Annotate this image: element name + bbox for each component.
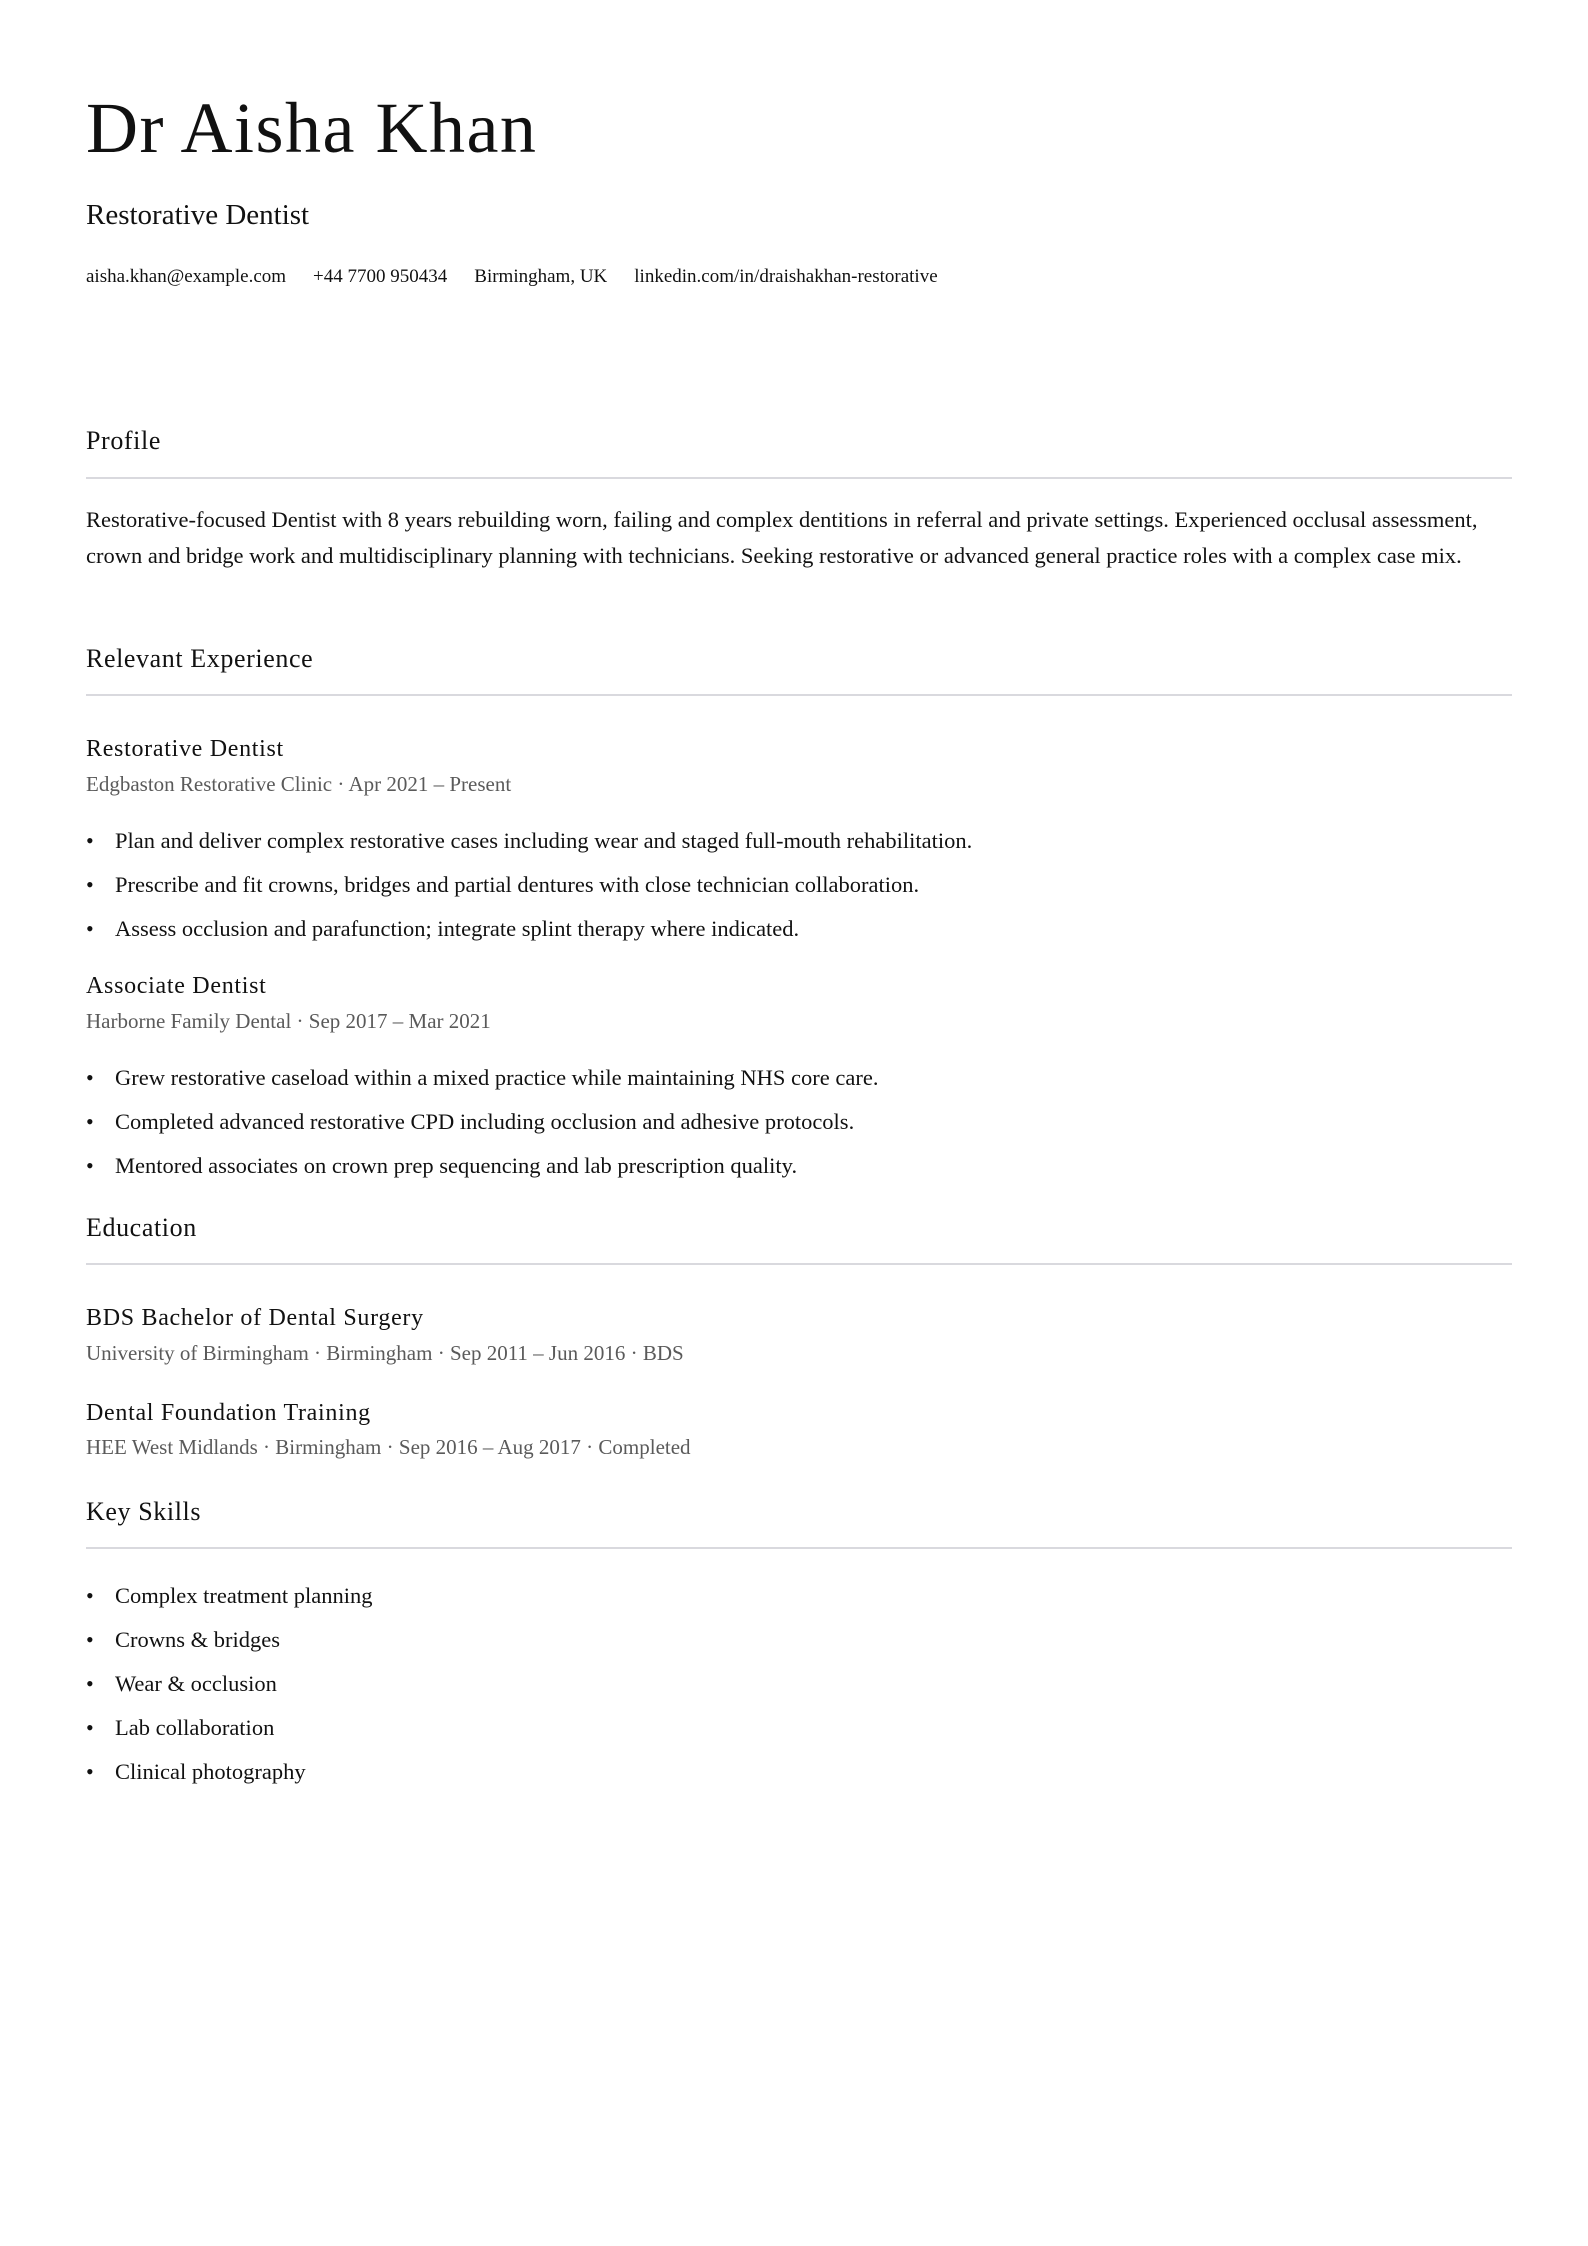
list-item: • Mentored associates on crown prep sequencing and lab prescription quality. xyxy=(86,1152,878,1196)
section-title-education: Education xyxy=(86,1213,197,1242)
list-item: • Clinical photography xyxy=(86,1758,372,1802)
education-degree: Dental Foundation Training xyxy=(86,1400,371,1426)
list-item: • Grew restorative caseload within a mixed practice while maintaining NHS core care. xyxy=(86,1064,878,1108)
list-item: • Completed advanced restorative CPD including occlusion and adhesive protocols. xyxy=(86,1108,878,1152)
candidate-headline: Restorative Dentist xyxy=(86,199,310,231)
job-bullets xyxy=(86,827,972,959)
job-title: Associate Dentist xyxy=(86,973,267,999)
list-item: • Crowns & bridges xyxy=(86,1626,372,1670)
contact-phone[interactable]: +44 7700 950434 xyxy=(313,266,448,287)
list-item: • Complex treatment planning xyxy=(86,1582,372,1626)
section-title-experience: Relevant Experience xyxy=(86,644,314,673)
education-meta: University of Birmingham · Birmingham · Sep 2011 – Jun 2016 · BDS xyxy=(86,1341,684,1365)
job-meta: Harborne Family Dental · Sep 2017 – Mar 2021 xyxy=(86,1009,491,1033)
section-title-skills: Key Skills xyxy=(86,1497,202,1526)
contact-email[interactable]: aisha.khan@example.com xyxy=(86,266,287,287)
section-title-profile: Profile xyxy=(86,426,161,455)
section-divider xyxy=(86,477,1512,479)
skills-list xyxy=(86,1582,372,1802)
list-item: • Prescribe and fit crowns, bridges and partial dentures with close technician collaboration. xyxy=(86,871,972,915)
contact-line xyxy=(86,266,938,289)
contact-location: Birmingham, UK xyxy=(474,266,608,287)
list-item: • Wear & occlusion xyxy=(86,1670,372,1714)
candidate-name: Dr Aisha Khan xyxy=(86,88,538,168)
list-item: • Lab collaboration xyxy=(86,1714,372,1758)
section-divider xyxy=(86,1263,1512,1265)
profile-summary: Restorative-focused Dentist with 8 years rebuilding worn, failing and complex dentitions in referral and private settings. Experienced occlusal assessment, crown and bridge work and multidisciplinary planning with technicians. Seeking restorative or advanced general practice roles with a complex case mix. xyxy=(86,507,1478,568)
section-divider xyxy=(86,694,1512,696)
list-item: • Assess occlusion and parafunction; integrate splint therapy where indicated. xyxy=(86,915,972,959)
education-meta: HEE West Midlands · Birmingham · Sep 2016 – Aug 2017 · Completed xyxy=(86,1435,691,1459)
job-meta: Edgbaston Restorative Clinic · Apr 2021 – Present xyxy=(86,772,512,796)
contact-linkedin[interactable]: linkedin.com/in/draishakhan-restorative xyxy=(634,266,938,287)
job-title: Restorative Dentist xyxy=(86,736,284,762)
education-degree: BDS Bachelor of Dental Surgery xyxy=(86,1305,424,1331)
job-bullets xyxy=(86,1064,878,1196)
section-divider xyxy=(86,1547,1512,1549)
list-item: • Plan and deliver complex restorative cases including wear and staged full-mouth rehabilitation. xyxy=(86,827,972,871)
